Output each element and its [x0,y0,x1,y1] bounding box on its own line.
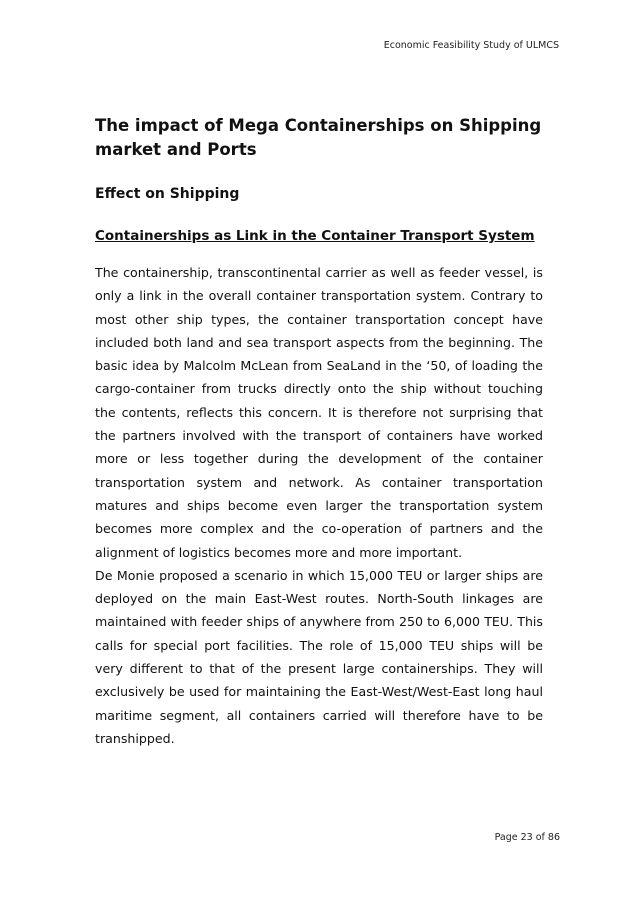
page-title: The impact of Mega Containerships on Shipping market and Ports [95,116,542,159]
running-header: Economic Feasibility Study of ULMCS [383,40,559,51]
paragraph: The containership, transcontinental carrier as well as feeder vessel, is only a link in the overall container transportation system. Contrary to most other ship types, the container transportation concept have included both land and sea transport aspects from the beginning. The basic idea by Malcolm McLean from SeaLand in the ‘50, of loading the cargo-container from trucks directly onto the ship without touching the contents, reflects this concern. It is therefore not surprising that the partners involved with the transport of containers have worked more or less together during the development of the container transportation system and network. As container transportation matures and ships become even larger the transportation system becomes more complex and the co-operation of partners and the alignment of logistics becomes more and more important. [95,265,543,560]
section-heading: Effect on Shipping [95,186,240,202]
body-text [95,261,543,750]
page-number: Page 23 of 86 [494,832,560,843]
subsection-heading: Containerships as Link in the Container Transport System [95,228,535,244]
paragraph: De Monie proposed a scenario in which 15,000 TEU or larger ships are deployed on the main East-West routes. North-South linkages are maintained with feeder ships of anywhere from 250 to 6,000 TEU. This calls for special port facilities. The role of 15,000 TEU ships will be very different to that of the present large containerships. They will exclusively be used for maintaining the East-West/West-East long haul maritime segment, all containers carried will therefore have to be transhipped. [95,567,543,746]
